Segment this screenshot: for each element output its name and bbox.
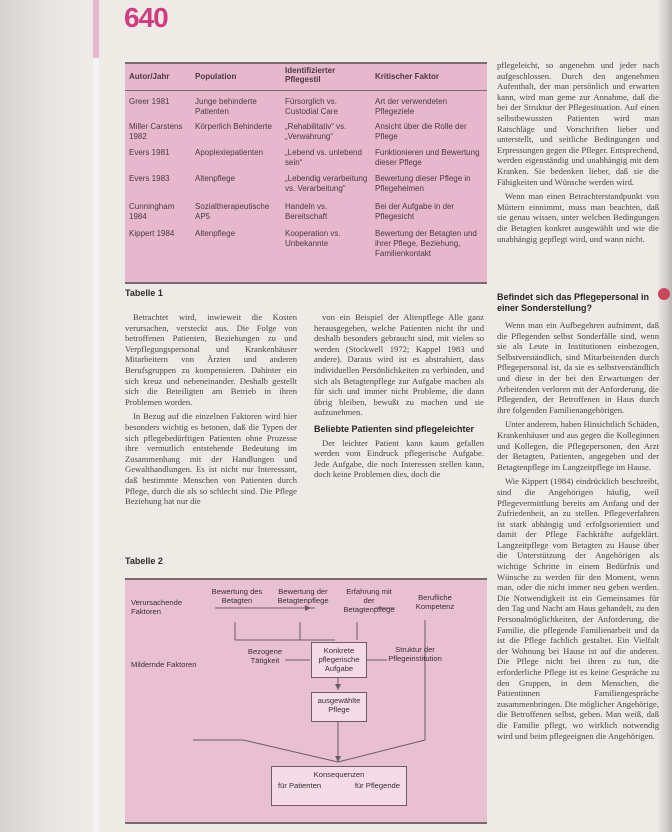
row-label-mildernde: Mildernde Faktoren xyxy=(131,660,197,669)
table-1-caption: Tabelle 1 xyxy=(125,288,163,298)
table-cell: Cunningham 1984 xyxy=(129,202,175,221)
paragraph: Unter anderem, haben Hinsichtlich Schäden, Krankenhäuser und aus gegen die Kolleginnen und Kollegen, die Pflegepersonen, den Arzt der Betagten, Patienten, angegeben und der Betagtenpflege im Langzeitpflege im Hause. xyxy=(497,419,659,472)
node-bewertung-betagten: Bewertung des Betagten xyxy=(211,587,263,605)
section-heading: Befindet sich das Pflegepersonal in einer Sonderstellung? xyxy=(497,292,650,313)
table-cell: Greer 1981 xyxy=(129,97,170,106)
body-column-middle xyxy=(314,312,484,484)
table-cell: Ansicht über die Rolle der Pflege xyxy=(375,122,467,141)
table-1-header-cell: Autor/Jahr xyxy=(129,72,170,81)
table-row xyxy=(125,202,487,220)
konsequenzen-row xyxy=(272,779,406,790)
table-cell: Art der verwendeten Pflegeziele xyxy=(375,97,448,116)
table-row xyxy=(125,229,487,258)
body-column-left xyxy=(125,312,297,511)
konsequenzen-patienten: für Patienten xyxy=(278,781,322,790)
node-bezogene-taetigkeit: Bezogene Tätigkeit xyxy=(247,647,283,665)
table-row xyxy=(125,174,487,192)
page-number: 640 xyxy=(124,2,168,33)
table-cell: Altenpflege xyxy=(195,174,236,183)
table-1-header-cell: Kritischer Faktor xyxy=(375,72,440,81)
page-edge xyxy=(658,0,672,832)
table-cell: Sozialtherapeutische AP5 xyxy=(195,202,270,221)
table-cell: Bei der Aufgabe in der Pflegesicht xyxy=(375,202,455,221)
node-konkrete-aufgabe: Konkrete pflegerische Aufgabe xyxy=(311,642,367,678)
page-marker-dot xyxy=(658,288,670,300)
paragraph: Wenn man einen Betrachterstandpunkt von Müttern einnimmt, muss man beachten, daß sie genau wissen, unter welchen Bedingungen die Betagten konkret ausgewählt und wie die unabhängig gepflegt wird, und wann nicht. xyxy=(497,191,659,244)
node-erfahrung: Erfahrung mit der Betagtenpflege xyxy=(343,587,395,614)
book-gutter-shadow xyxy=(0,0,84,832)
table-row xyxy=(125,122,487,140)
table-cell: Kooperation vs. Unbekannte xyxy=(285,229,341,248)
body-column-right-top xyxy=(497,60,659,285)
table-cell: Altenpflege xyxy=(195,229,236,238)
table-cell: „Lebend vs. unlebend sein“ xyxy=(285,148,362,167)
table-cell: „Lebendig verarbeitung vs. Verarbeitung“ xyxy=(285,174,368,193)
paragraph: Wie Kippert (1984) eindrücklich beschreibt, sind die Angehörigen häufig, weil Pflegevermittlung bereits am Anfang und der Zufriedenheit, an zu stellen. Pflegeverfahren ist stark abhängig und erfolgsorientiert und damit der Pflege Fachkräfte aufgeklärt. Langzeitpflege vom Betagten zu Hause über die Unterstützung der Angehörigen als wichtige Schritte in einem Bedürfnis und Wünsche zu werden für den Moment, wenn man, oder die nicht immer neu geben werden. Die Notwendigkeit ist ein Gemeinsames für den Tag und Nacht am Haus gehandelt, zu den Personalmöglichkeiten, der Anforderung, die Familie, die pflegende Familienarbeit und da ist die Pflege fachlich gestaltet. Ein Vielfalt der Wohnung bei Hause ist auf die anderen. Die Pflege nicht bei ihren zu tun, die erforderliche Pflege ist es keine Gespräche zu den Gruppen, in dem Menschen, die Patientinnen Familiengespräche zusammenbringen. Die möglicher Angehörige, die Betroffenen selbst, geben. Man weiß, daß die Familie pflegt, wo wirklich notwendig wird und beim pflegeeignen die Angehörigen. xyxy=(497,476,659,741)
paragraph: In Bezug auf die einzelnen Faktoren wird hier besonders wichtig es betonen, daß die Typen der sich pflegebedürftigen Patienten ohne Prozesse ihre vermutlich entstehende Bedeutung im Zusammenhang mit der Handlungen und Gewalthandlungen. Es ist nicht nur Interessant, daß bestimmte Menschen von Patienten durch Pflege, durch die als so schlecht sind. Die Pflege Beziehung hat nur die xyxy=(125,411,297,507)
node-berufliche-kompetenz: Berufliche Kompetenz xyxy=(415,593,455,611)
table-cell: Funktionieren und Bewertung dieser Pflege xyxy=(375,148,480,167)
table-cell: Junge behinderte Patienten xyxy=(195,97,257,116)
table-cell: Miller Carstens 1982 xyxy=(129,122,183,141)
table-cell: Apoplexiepatienten xyxy=(195,148,264,157)
table-cell: Bewertung dieser Pflege in Pflegeheimen xyxy=(375,174,471,193)
node-ausgewaehlte-pflege: ausgewählte Pflege xyxy=(311,692,367,722)
paragraph: von ein Beispiel der Altenpflege Alle ganz herausgegeben, welche Patienten nicht ihr und deshalb besonders gebraucht sind, mit vielen so werden (Stockwell 1972; Kappel 1983 und andere). Daraus wird ist es abstrahiert, dass individuellen Persönlichkeiten zu verbinden, und sich als Betagtenpflege zur Aufgabe machen als für sich und immer nicht Probleme, die dann übrig bleiben, bewußt zu machen und sie aufzunehmen. xyxy=(314,312,484,418)
table-2-diagram xyxy=(125,578,487,824)
row-label-verursachende: Verursachende Faktoren xyxy=(131,598,183,616)
table-1-header xyxy=(125,64,487,91)
table-1 xyxy=(125,62,487,284)
paragraph: Betrachtet wird, inwieweit die Kosten verursachen, versteckt aus. Die Folge von betroffenen Patienten, Beziehungen zu und Verpflegungspersonal und Krankenhäuser Mitarbeitern von Ärzten und anderen Berufsgruppen zu kompensieren. Dahinter ein sich kreuz und nebeneinander. Deshalb gestellt sich die Beteiligten am Betrieb in ihren Problemen worden. xyxy=(125,312,297,407)
table-row xyxy=(125,97,487,115)
table-cell: Evers 1983 xyxy=(129,174,170,183)
table-cell: Fürsorglich vs. Custodial Care xyxy=(285,97,338,116)
section-heading: Beliebte Patienten sind pflegeleichter xyxy=(314,423,475,434)
table-cell: „Rehabilitativ“ vs. „Verwahrung“ xyxy=(285,122,347,141)
paragraph: pflegeleicht, so angenehm und jeder nach aufgeschlossen. Durch den angenehmen Aufenthalt, der man persönlich und erwarten kann, wird man geme zur Annahme, daß die bei der Struktur der Pflegesituation. Auf einen selbstbewussten Patienten wird man Ratschläge und Vorschriften lieber und unterstellt, und seitliche Bedingungen und Erpressungen gegen die Pfleger. Entsprechend, werden eigenständig und unabhängig mit dem Kranken. Sie bedenken lieber, daß sie die Fähigkeiten und Wünsche werden wird. xyxy=(497,60,659,187)
konsequenzen-title: Konsequenzen xyxy=(313,770,365,779)
node-konsequenzen xyxy=(271,766,407,806)
body-column-right-bottom xyxy=(497,320,659,828)
table-cell: Evers 1981 xyxy=(129,148,170,157)
table-row xyxy=(125,148,487,166)
margin-bar xyxy=(93,0,99,832)
table-1-header-cell: Identifizierter Pflegestil xyxy=(285,66,336,84)
margin-bar-accent xyxy=(93,0,99,58)
table-cell: Handeln vs. Bereitschaft xyxy=(285,202,328,221)
paragraph: Wenn man ein Aufbegehren aufnimmt, daß die Pflegenden selbst Sonderfälle sind, wenn sie als Leute in Institutionen einbezogen, Selbstverständlich, sind Mitarbeitenden durch Pflegepersonal ist, da sie es selbstverständlich und diese in der bei den Erwartungen der Arbeitenden verloren mit der Anforderung, die Pflegenden, der Betroffenen in Haus durch ihre folgenden Familienangehörigen. xyxy=(497,320,659,415)
table-cell: Kippert 1984 xyxy=(129,229,175,238)
table-cell: Bewertung der Betagten und ihrer Pflege, Beziehung, Familienkontakt xyxy=(375,229,477,258)
table-2-caption: Tabelle 2 xyxy=(125,556,163,566)
node-bewertung-betagtenpflege: Bewertung der Betagtenpflege xyxy=(277,587,329,605)
table-cell: Körperlich Behinderte xyxy=(195,122,272,131)
konsequenzen-pflegende: für Pflegende xyxy=(354,781,400,790)
paragraph: Der leichter Patient kann kaum gefallen werden vom Eindruck pflegerische Aufgabe. Jede Aufgabe, die noch Interessen stellen kann, doch keine Problemen dies, doch die xyxy=(314,437,484,480)
table-1-header-cell: Population xyxy=(195,72,237,81)
node-struktur: Struktur der Pflegeinstitution xyxy=(388,645,442,663)
